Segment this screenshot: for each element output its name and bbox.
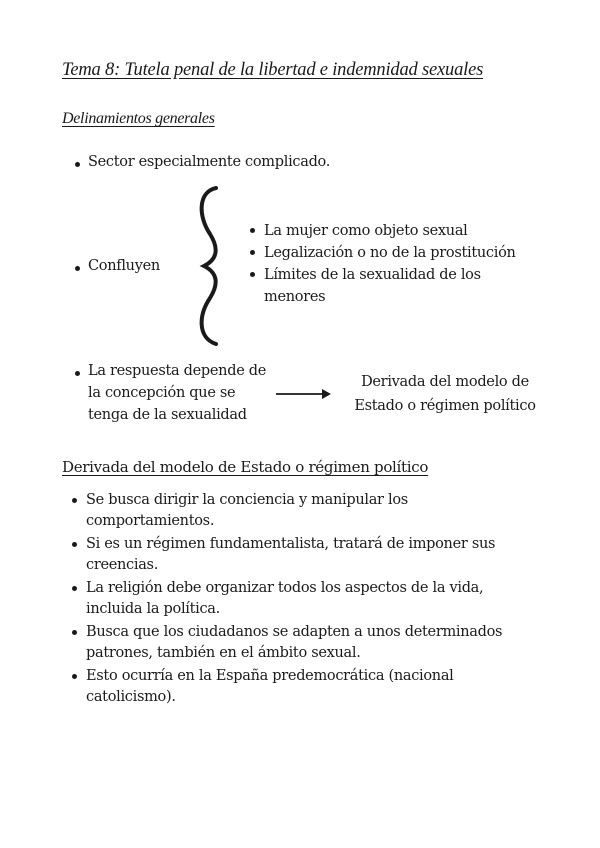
bullet — [75, 266, 80, 271]
section-heading-delineamientos: Delinamientos generales — [62, 110, 215, 127]
list-item: Se busca dirigir la conciencia y manipular los comportamientos. — [60, 490, 540, 532]
list-item: Esto ocurría en la España predemocrática (nacional catolicismo). — [60, 666, 540, 708]
section-heading-derivada: Derivada del modelo de Estado o régimen político — [62, 458, 429, 476]
list-item: La mujer como objeto sexual — [246, 220, 536, 242]
list-item: Límites de la sexualidad de los menores — [246, 264, 536, 308]
derived-note: Derivada del modelo de Estado o régimen político — [354, 374, 536, 414]
derivada-list — [60, 490, 540, 710]
item-confluyen: Confluyen — [88, 258, 160, 274]
confluyen-list — [246, 220, 536, 308]
list-item: Busca que los ciudadanos se adapten a unos determinados patrones, también en el ámbito sexual. — [60, 622, 540, 664]
list-item: Legalización o no de la prostitución — [246, 242, 536, 264]
right-arrow-icon — [276, 386, 332, 400]
bullet — [75, 162, 80, 167]
item-sector: Sector especialmente complicado. — [88, 154, 331, 170]
page-title: Tema 8: Tutela penal de la libertad e indemnidad sexuales — [62, 60, 484, 80]
bullet — [75, 371, 80, 376]
list-item: Si es un régimen fundamentalista, tratará de imponer sus creencias. — [60, 534, 540, 576]
list-item: La religión debe organizar todos los aspectos de la vida, incluida la política. — [60, 578, 540, 620]
curly-brace-icon — [188, 186, 228, 346]
item-respuesta: La respuesta depende de la concepción que se tenga de la sexualidad — [88, 363, 267, 423]
